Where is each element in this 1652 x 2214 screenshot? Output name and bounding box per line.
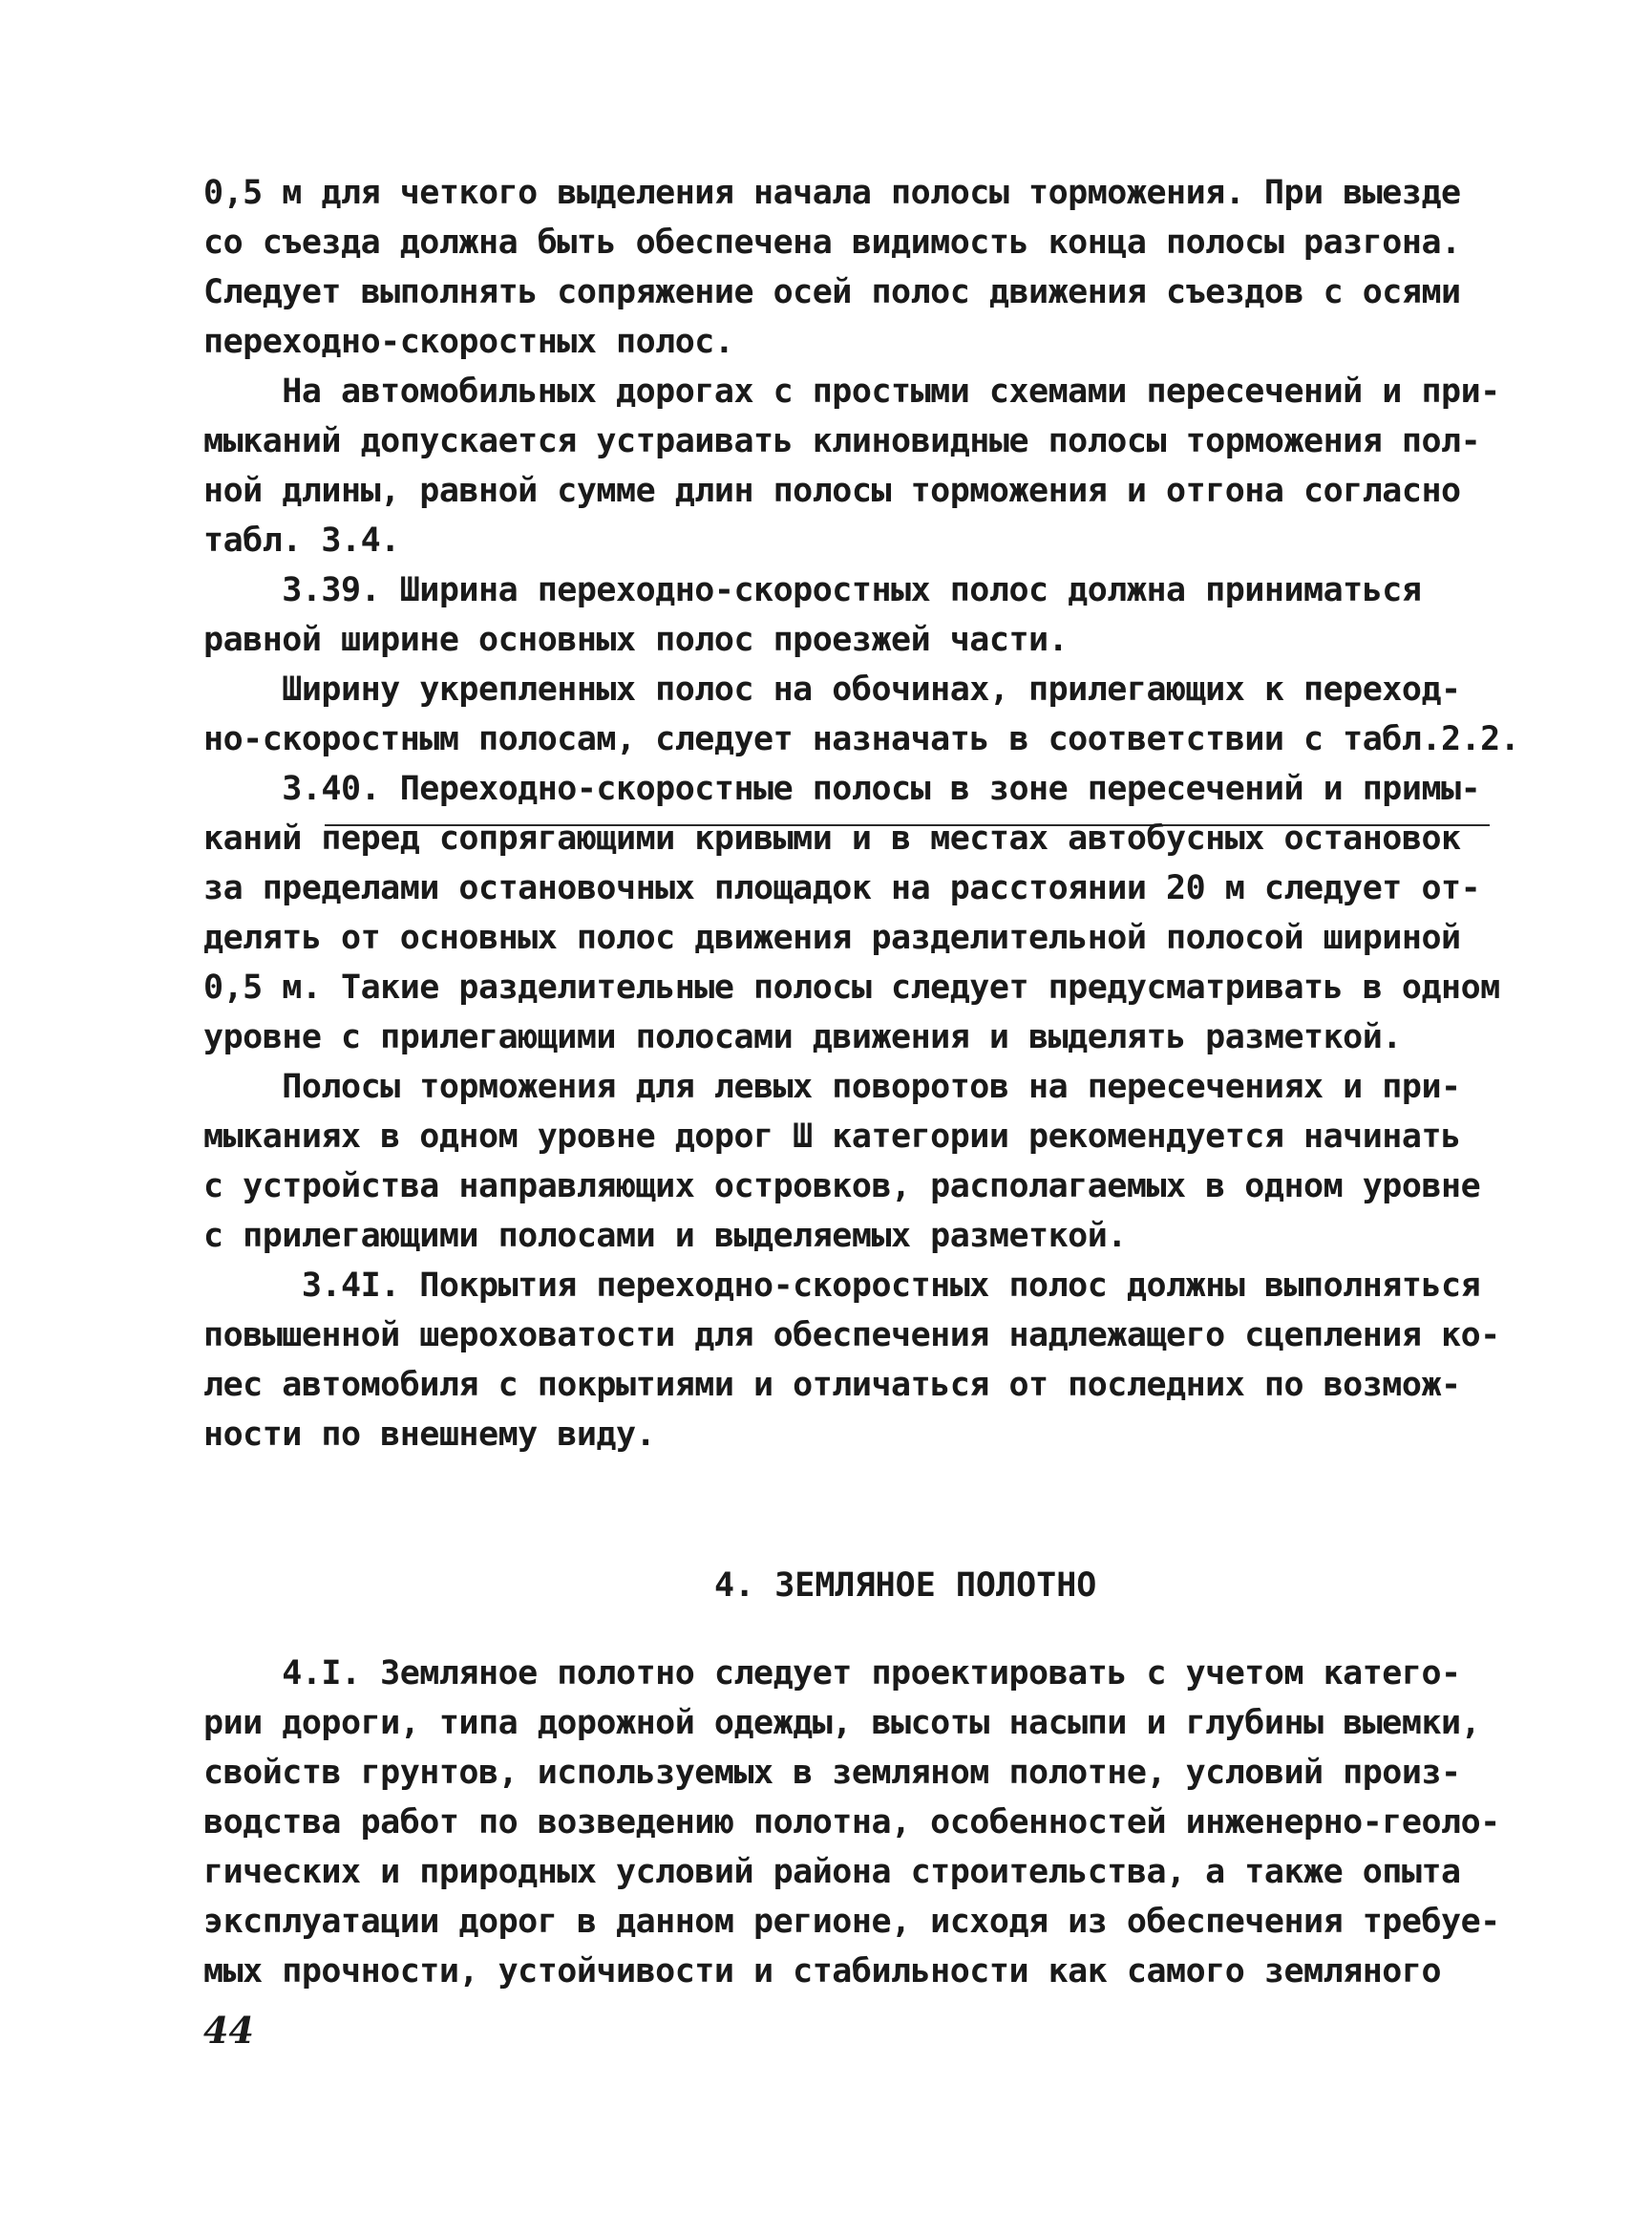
text-line: с прилегающими полосами и выделяемых разметкой. — [203, 1217, 1127, 1255]
text-line: с устройства направляющих островков, располагаемых в одном уровне — [203, 1167, 1481, 1205]
text-line: делять от основных полос движения разделительной полосой шириной — [203, 919, 1461, 957]
text-line: 3.40. Переходно-скоростные полосы в зоне пересечений и примы- — [203, 770, 1481, 808]
text-line: за пределами остановочных площадок на расстоянии 20 м следует от- — [203, 869, 1481, 907]
text-line: гических и природных условий района строительства, а также опыта — [203, 1853, 1461, 1891]
text-line: равной ширине основных полос проезжей части. — [203, 621, 1069, 659]
text-line: 3.4I. Покрытия переходно-скоростных полос должны выполняться — [203, 1267, 1481, 1305]
text-line: ной длины, равной сумме длин полосы торможения и отгона согласно — [203, 472, 1461, 510]
text-line: Ширину укрепленных полос на обочинах, прилегающих к переход- — [203, 671, 1461, 709]
text-line: мыканиях в одном уровне дорог Ш категории рекомендуется начинать — [203, 1118, 1461, 1156]
text-line: переходно-скоростных полос. — [203, 323, 734, 361]
text-line: каний перед сопрягающими кривыми и в местах автобусных остановок — [203, 820, 1461, 858]
text-line: На автомобильных дорогах с простыми схемами пересечений и при- — [203, 373, 1500, 411]
text-line: Полосы торможения для левых поворотов на пересечениях и при- — [203, 1068, 1461, 1106]
text-line: эксплуатации дорог в данном регионе, исходя из обеспечения требуе- — [203, 1903, 1500, 1941]
text-line: табл. 3.4. — [203, 522, 400, 560]
text-line: со съезда должна быть обеспечена видимость конца полосы разгона. — [203, 224, 1461, 262]
text-line: свойств грунтов, используемых в земляном полотне, условий произ- — [203, 1754, 1461, 1792]
text-line: повышенной шероховатости для обеспечения надлежащего сцепления ко- — [203, 1316, 1500, 1354]
text-line: 4.I. Земляное полотно следует проектировать с учетом катего- — [203, 1654, 1461, 1692]
page-number: 44 — [203, 2009, 254, 2052]
text-line: 0,5 м. Такие разделительные полосы следует предусматривать в одном — [203, 969, 1500, 1007]
text-line: лес автомобиля с покрытиями и отличаться от последних по возмож- — [203, 1366, 1461, 1404]
text-line: 3.39. Ширина переходно-скоростных полос должна приниматься — [203, 571, 1422, 609]
text-line: рии дороги, типа дорожной одежды, высоты насыпи и глубины выемки, — [203, 1704, 1481, 1742]
text-line: Следует выполнять сопряжение осей полос движения съездов с осями — [203, 273, 1461, 311]
text-line: мых прочности, устойчивости и стабильности как самого земляного — [203, 1952, 1442, 1990]
text-line: ности по внешнему виду. — [203, 1416, 656, 1454]
text-line: но-скоростным полосам, следует назначать в соответствии с табл.2.2. — [203, 720, 1520, 758]
section-heading: 4. ЗЕМЛЯНОЕ ПОЛОТНО — [714, 1566, 1097, 1605]
text-line: мыканий допускается устраивать клиновидные полосы торможения пол- — [203, 422, 1481, 460]
text-line: водства работ по возведению полотна, особенностей инженерно-геоло- — [203, 1803, 1500, 1841]
text-line: уровне с прилегающими полосами движения и выделять разметкой. — [203, 1018, 1402, 1056]
text-line: 0,5 м для четкого выделения начала полосы торможения. При выезде — [203, 174, 1461, 212]
